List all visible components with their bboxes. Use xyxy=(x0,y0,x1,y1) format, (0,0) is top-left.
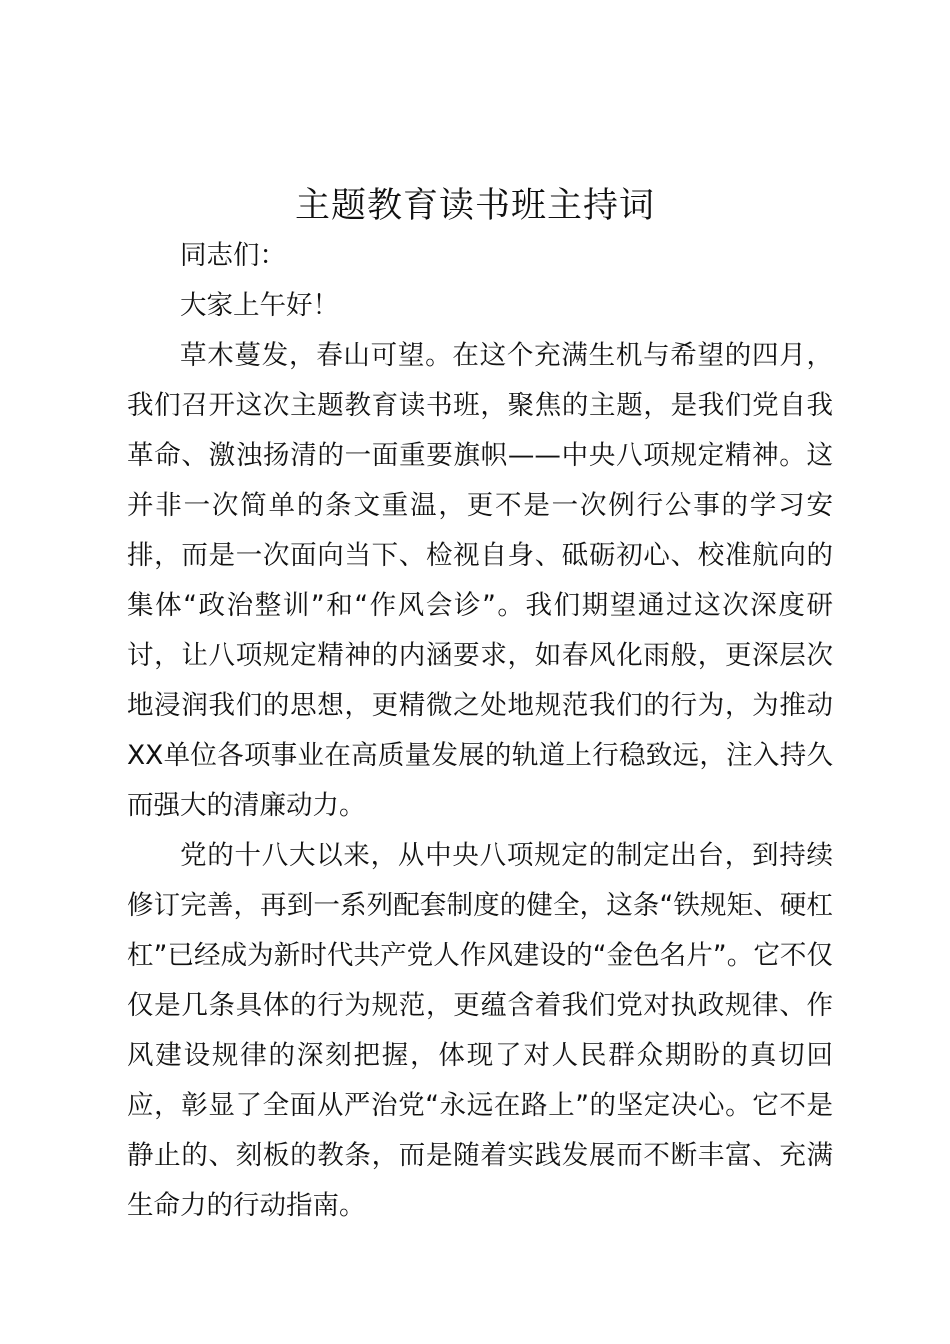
salutation: 同志们： xyxy=(180,240,286,271)
document-body xyxy=(127,231,833,1231)
document-title: 主题教育读书班主持词 xyxy=(294,186,655,226)
body-paragraph: 草木蔓发，春山可望。在这个充满生机与希望的四月，我们召开这次主题教育读书班，聚焦的主题，是我们党自我革命、激浊扬清的一面重要旗帜——中央八项规定精神。这并非一次简单的条文重温，更不是一次例行公事的学习安排，而是一次面向当下、检视自身、砥砺初心、校准航向的集体“政治整训”和“作风会诊”。我们期望通过这次深度研讨，让八项规定精神的内涵要求，如春风化雨般，更深层次地浸润我们的思想，更精微之处地规范我们的行为，为推动XX单位各项事业在高质量发展的轨道上行稳致远，注入持久而强大的清廉动力。 xyxy=(127,340,833,821)
body-paragraph: 党的十八大以来，从中央八项规定的制定出台，到持续修订完善，再到一系列配套制度的健全，这条“铁规矩、硬杠杠”已经成为新时代共产党人作风建设的“金色名片”。它不仅仅是几条具体的行为规范，更蕴含着我们党对执政规律、作风建设规律的深刻把握，体现了对人民群众期盼的真切回应，彰显了全面从严治党“永远在路上”的坚定决心。它不是静止的、刻板的教条，而是随着实践发展而不断丰富、充满生命力的行动指南。 xyxy=(127,840,833,1221)
greeting: 大家上午好！ xyxy=(180,290,339,321)
